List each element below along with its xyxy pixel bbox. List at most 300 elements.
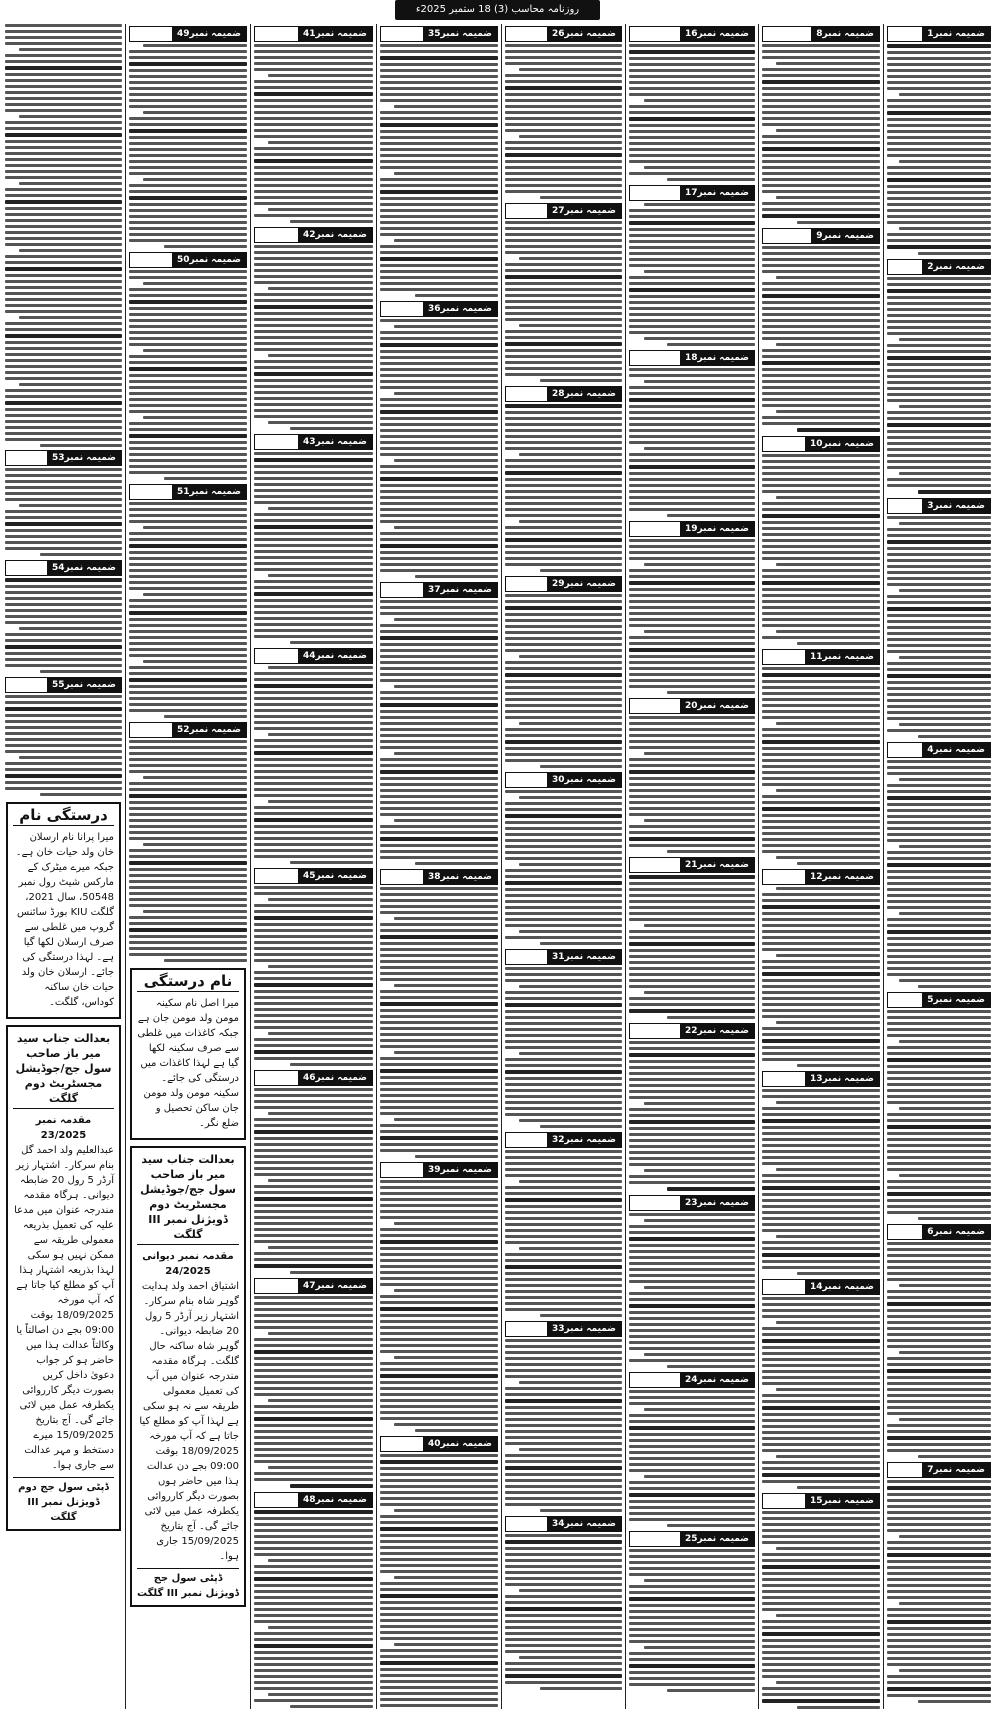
notice-title: بعدالت جناب سید میر باز صاحب سول جج/جوڈیشل مجسٹریٹ دوم گلگت bbox=[13, 1031, 114, 1109]
article-text-line bbox=[887, 1382, 991, 1385]
article-text-line bbox=[268, 1466, 373, 1469]
article-text-line bbox=[629, 1433, 755, 1436]
article-text-line bbox=[762, 1467, 880, 1470]
article-text-line bbox=[129, 62, 247, 66]
article-text-line bbox=[5, 298, 122, 301]
article-text-line bbox=[762, 765, 880, 768]
article-text-line bbox=[5, 389, 122, 392]
article-text-line bbox=[887, 888, 991, 891]
article-text-line bbox=[505, 888, 622, 891]
article-text-line bbox=[505, 1150, 622, 1153]
article-text-line bbox=[380, 825, 498, 828]
article-text-line bbox=[629, 1451, 755, 1454]
article-text-line bbox=[629, 831, 755, 834]
article-text-line bbox=[129, 520, 247, 523]
article-text-line bbox=[629, 1041, 755, 1044]
article-text-line bbox=[290, 1063, 373, 1066]
article-text-line bbox=[254, 202, 373, 205]
article-text-line bbox=[540, 765, 622, 768]
article-text-line bbox=[505, 172, 622, 175]
article-text-line bbox=[887, 1449, 991, 1452]
article-text-line bbox=[776, 954, 880, 957]
article-text-line bbox=[143, 660, 247, 663]
article-text-line bbox=[762, 1046, 880, 1049]
article-text-line bbox=[254, 1197, 373, 1201]
article-text-line bbox=[380, 111, 498, 114]
article-text-line bbox=[505, 1107, 622, 1110]
article-text-line bbox=[887, 595, 991, 598]
article-text-line bbox=[505, 1046, 622, 1049]
article-text-line bbox=[254, 806, 373, 809]
article-text-line bbox=[887, 1675, 991, 1678]
supplement-number: ضمیمہ نمبر30 bbox=[547, 773, 621, 787]
supplement-header bbox=[762, 1279, 880, 1295]
article-text-line bbox=[762, 1699, 880, 1703]
article-text-line bbox=[143, 526, 247, 529]
article-text-line bbox=[887, 1199, 991, 1202]
article-text-line bbox=[762, 398, 880, 401]
article-text-line bbox=[254, 818, 373, 822]
article-text-line bbox=[505, 900, 622, 903]
article-text-line bbox=[5, 701, 122, 704]
article-text-line bbox=[380, 1027, 498, 1030]
article-text-line bbox=[762, 740, 880, 744]
article-text-line bbox=[505, 233, 622, 236]
article-text-line bbox=[887, 1480, 991, 1483]
article-text-line bbox=[629, 1634, 755, 1637]
article-text-line bbox=[505, 269, 622, 272]
article-text-line bbox=[540, 569, 622, 572]
article-text-line bbox=[629, 594, 755, 597]
article-text-line bbox=[644, 630, 755, 633]
article-text-line bbox=[887, 614, 991, 617]
article-text-line bbox=[254, 1460, 373, 1463]
supplement-number: ضمیمہ نمبر40 bbox=[423, 1437, 497, 1451]
article-text-line bbox=[380, 264, 498, 267]
article-text-line bbox=[143, 44, 247, 47]
article-text-line bbox=[667, 1016, 755, 1019]
article-text-line bbox=[380, 1503, 498, 1506]
article-text-line bbox=[254, 1124, 373, 1127]
article-text-line bbox=[380, 1015, 498, 1018]
article-text-line bbox=[629, 1439, 755, 1442]
article-text-line bbox=[629, 1585, 755, 1588]
article-text-line bbox=[254, 1314, 373, 1317]
article-text-line bbox=[887, 81, 991, 84]
article-text-line bbox=[254, 1191, 373, 1194]
article-text-line bbox=[129, 819, 247, 822]
article-text-line bbox=[887, 1400, 991, 1403]
article-text-line bbox=[505, 1064, 622, 1067]
article-text-line bbox=[254, 257, 373, 260]
article-text-line bbox=[254, 1057, 373, 1060]
article-text-line bbox=[380, 447, 498, 450]
article-text-line bbox=[380, 166, 498, 169]
article-text-line bbox=[887, 1266, 991, 1269]
article-text-line bbox=[505, 1198, 622, 1202]
supplement-article bbox=[254, 1278, 373, 1488]
article-text-line bbox=[887, 430, 991, 433]
article-text-line bbox=[505, 1497, 622, 1500]
article-text-line bbox=[629, 1493, 755, 1497]
article-text-line bbox=[762, 147, 880, 151]
article-text-line bbox=[887, 870, 991, 873]
article-text-line bbox=[887, 943, 991, 946]
article-text-line bbox=[505, 643, 622, 646]
supplement-header bbox=[380, 26, 498, 42]
article-text-line bbox=[505, 1571, 622, 1574]
article-text-line bbox=[380, 1094, 498, 1097]
article-text-line bbox=[505, 1168, 622, 1171]
article-text-line bbox=[380, 1277, 498, 1280]
article-text-line bbox=[254, 1296, 373, 1299]
article-text-line bbox=[254, 1669, 373, 1672]
article-text-line bbox=[629, 307, 755, 310]
article-text-line bbox=[254, 794, 373, 797]
article-text-line bbox=[394, 618, 498, 621]
article-text-line bbox=[380, 484, 498, 487]
article-text-line bbox=[505, 728, 622, 731]
supplement-header bbox=[254, 1278, 373, 1294]
article-text-line bbox=[254, 1088, 373, 1091]
article-text-line bbox=[644, 1475, 755, 1478]
supplement-article bbox=[629, 857, 755, 1019]
article-text-line bbox=[5, 353, 122, 356]
article-text-line bbox=[129, 190, 247, 193]
article-text-line bbox=[505, 56, 622, 59]
article-text-line bbox=[254, 1326, 373, 1329]
article-text-line bbox=[254, 849, 373, 852]
article-text-line bbox=[254, 153, 373, 156]
article-text-line bbox=[762, 667, 880, 670]
article-text-line bbox=[762, 1253, 880, 1257]
article-text-line bbox=[629, 1677, 755, 1680]
article-text-line bbox=[254, 923, 373, 926]
article-text-line bbox=[887, 1394, 991, 1397]
article-text-line bbox=[5, 395, 122, 398]
article-text-line bbox=[519, 1247, 622, 1250]
article-text-line bbox=[380, 1704, 498, 1707]
article-text-line bbox=[5, 744, 122, 747]
article-text-line bbox=[380, 1002, 498, 1006]
article-text-line bbox=[505, 1644, 622, 1647]
article-text-line bbox=[505, 1620, 622, 1623]
article-text-line bbox=[380, 789, 498, 792]
article-text-line bbox=[629, 967, 755, 970]
article-text-line bbox=[129, 148, 247, 151]
article-text-line bbox=[129, 581, 247, 584]
article-text-line bbox=[505, 551, 622, 554]
article-text-line bbox=[129, 575, 247, 578]
supplement-article bbox=[762, 26, 880, 224]
supplement-header bbox=[887, 742, 991, 758]
article-text-line bbox=[762, 99, 880, 102]
article-text-line bbox=[254, 1596, 373, 1599]
article-text-line bbox=[380, 1631, 498, 1634]
article-text-line bbox=[505, 821, 622, 824]
article-text-line bbox=[762, 1211, 880, 1214]
column-1 bbox=[885, 24, 993, 1709]
article-text-line bbox=[380, 837, 498, 841]
supplement-number: ضمیمہ نمبر34 bbox=[547, 1517, 621, 1531]
article-text-line bbox=[762, 930, 880, 933]
article-text-line bbox=[887, 1430, 991, 1433]
supplement-article bbox=[762, 869, 880, 1067]
supplement-number: ضمیمہ نمبر53 bbox=[47, 451, 121, 465]
article-text-line bbox=[629, 1072, 755, 1075]
article-text-line bbox=[887, 1547, 991, 1550]
article-text-line bbox=[254, 525, 373, 529]
article-text-line bbox=[629, 423, 755, 426]
article-text-line bbox=[129, 691, 247, 694]
article-text-line bbox=[129, 56, 247, 59]
article-text-line bbox=[254, 1149, 373, 1152]
article-text-line bbox=[762, 1015, 880, 1018]
article-text-line bbox=[268, 898, 373, 901]
article-text-line bbox=[505, 1259, 622, 1262]
supplement-article bbox=[505, 26, 622, 199]
article-text-line bbox=[505, 306, 622, 309]
supplement-article bbox=[887, 26, 991, 255]
article-text-line bbox=[505, 429, 622, 432]
article-text-line bbox=[254, 1143, 373, 1146]
article-text-line bbox=[254, 117, 373, 120]
article-text-line bbox=[629, 276, 755, 279]
article-text-line bbox=[129, 386, 247, 389]
article-text-line bbox=[254, 385, 373, 388]
article-text-line bbox=[540, 196, 622, 199]
article-text-line bbox=[762, 1315, 880, 1318]
article-text-line bbox=[762, 680, 880, 683]
article-text-line bbox=[129, 855, 247, 858]
article-text-line bbox=[776, 1101, 880, 1104]
article-text-line bbox=[380, 1100, 498, 1103]
article-text-line bbox=[887, 289, 991, 293]
article-text-line bbox=[887, 1254, 991, 1257]
article-text-line bbox=[380, 996, 498, 999]
article-text-line bbox=[5, 328, 122, 331]
article-text-line bbox=[887, 528, 991, 531]
article-text-line bbox=[887, 1089, 991, 1092]
article-text-line bbox=[268, 1332, 373, 1335]
article-text-line bbox=[380, 1149, 498, 1152]
article-text-line bbox=[887, 900, 991, 903]
notice-signature: ڈپٹی سول جج دوم ڈویژنل نمبر III گلگت bbox=[13, 1477, 114, 1525]
article-text-line bbox=[19, 48, 122, 51]
article-text-line bbox=[629, 142, 755, 145]
article-text-line bbox=[129, 380, 247, 383]
article-text-line bbox=[5, 140, 122, 143]
article-text-line bbox=[380, 404, 498, 407]
article-text-line bbox=[40, 793, 122, 796]
article-text-line bbox=[629, 783, 755, 786]
article-text-line bbox=[129, 892, 247, 895]
article-text-line bbox=[254, 1100, 373, 1103]
article-text-line bbox=[380, 221, 498, 224]
notice-body: میرا اصل نام سکینہ مومن ولد مومن جان ہے جبکہ کاغذات میں غلطی سے صرف سکینہ لکھا گیا ہے لہذا کاغذات میں درستگی کی جائے۔ سکینہ مومن ولد مومن جان ساکن تحصیل و ضلع نگر۔ bbox=[137, 998, 239, 1129]
supplement-header bbox=[5, 677, 122, 693]
article-text-line bbox=[629, 93, 755, 96]
supplement-number: ضمیمہ نمبر20 bbox=[680, 699, 754, 713]
article-text-line bbox=[505, 918, 622, 921]
article-text-line bbox=[540, 1687, 622, 1690]
article-text-line bbox=[505, 869, 622, 872]
article-text-line bbox=[505, 1442, 622, 1445]
article-text-line bbox=[505, 710, 622, 713]
supplement-number: ضمیمہ نمبر55 bbox=[47, 678, 121, 692]
article-text-line bbox=[629, 1390, 755, 1393]
article-text-line bbox=[762, 270, 880, 273]
article-text-line bbox=[254, 1478, 373, 1481]
article-text-line bbox=[380, 563, 498, 566]
article-text-line bbox=[629, 411, 755, 414]
article-text-line bbox=[129, 831, 247, 834]
article-text-line bbox=[887, 790, 991, 793]
article-text-line bbox=[887, 1211, 991, 1214]
article-text-line bbox=[887, 1272, 991, 1275]
article-text-line bbox=[380, 624, 498, 627]
article-text-line bbox=[380, 319, 498, 322]
article-text-line bbox=[380, 99, 498, 102]
article-text-line bbox=[380, 209, 498, 212]
article-text-line bbox=[629, 508, 755, 511]
article-text-line bbox=[5, 480, 122, 483]
article-text-line bbox=[629, 770, 755, 774]
article-text-line bbox=[505, 484, 622, 487]
article-text-line bbox=[762, 734, 880, 737]
article-text-line bbox=[164, 477, 247, 480]
article-text-line bbox=[5, 486, 122, 489]
supplement-number: ضمیمہ نمبر47 bbox=[298, 1279, 372, 1293]
article-text-line bbox=[540, 1509, 622, 1512]
article-text-line bbox=[505, 802, 622, 805]
article-text-line bbox=[629, 1003, 755, 1006]
article-text-line bbox=[762, 1107, 880, 1110]
article-text-line bbox=[629, 1262, 755, 1265]
article-text-line bbox=[380, 1295, 498, 1298]
article-text-line bbox=[887, 393, 991, 396]
article-text-line bbox=[887, 1248, 991, 1251]
supplement-header bbox=[887, 259, 991, 275]
article-text-line bbox=[887, 1339, 991, 1342]
article-text-line bbox=[505, 833, 622, 836]
article-text-line bbox=[776, 887, 880, 890]
supplement-number: ضمیمہ نمبر11 bbox=[805, 650, 879, 664]
article-text-line bbox=[380, 81, 498, 84]
article-text-line bbox=[505, 373, 622, 376]
article-text-line bbox=[887, 681, 991, 684]
article-text-line bbox=[505, 74, 622, 77]
article-text-line bbox=[644, 99, 755, 102]
article-text-line bbox=[380, 1063, 498, 1066]
article-text-line bbox=[268, 74, 373, 77]
article-text-line bbox=[380, 136, 498, 139]
supplement-article bbox=[505, 1516, 622, 1690]
article-text-line bbox=[380, 1210, 498, 1213]
article-text-line bbox=[887, 296, 991, 299]
article-text-line bbox=[505, 1363, 622, 1366]
supplement-article bbox=[629, 698, 755, 853]
article-text-line bbox=[505, 538, 622, 542]
article-text-line bbox=[887, 1321, 991, 1324]
article-text-line bbox=[629, 973, 755, 976]
supplement-header bbox=[629, 350, 755, 366]
article-text-line bbox=[5, 207, 122, 210]
article-text-line bbox=[129, 105, 247, 108]
article-text-line bbox=[380, 893, 498, 896]
article-text-line bbox=[629, 496, 755, 499]
article-text-line bbox=[776, 1235, 880, 1238]
article-text-line bbox=[629, 1298, 755, 1301]
article-text-line bbox=[629, 1402, 755, 1405]
article-text-line bbox=[380, 251, 498, 254]
article-text-line bbox=[762, 1535, 880, 1538]
article-text-line bbox=[268, 1399, 373, 1402]
article-text-line bbox=[254, 251, 373, 254]
supplement-header bbox=[762, 1071, 880, 1087]
article-text-line bbox=[129, 75, 247, 78]
article-text-line bbox=[505, 827, 622, 830]
article-text-line bbox=[380, 1698, 498, 1701]
supplement-article bbox=[762, 649, 880, 865]
article-text-line bbox=[254, 1442, 373, 1445]
article-text-line bbox=[629, 906, 755, 909]
article-text-line bbox=[918, 1217, 991, 1220]
article-text-line bbox=[887, 118, 991, 121]
article-text-line bbox=[505, 716, 622, 719]
article-text-line bbox=[129, 837, 247, 840]
article-text-line bbox=[380, 538, 498, 541]
article-text-line bbox=[505, 178, 622, 181]
article-text-line bbox=[254, 409, 373, 412]
article-text-line bbox=[629, 1114, 755, 1117]
article-text-line bbox=[762, 514, 880, 518]
article-text-line bbox=[254, 305, 373, 309]
article-text-line bbox=[667, 514, 755, 517]
supplement-number: ضمیمہ نمبر4 bbox=[922, 743, 990, 757]
article-text-line bbox=[629, 1396, 755, 1399]
article-text-line bbox=[505, 563, 622, 566]
article-text-line bbox=[505, 1040, 622, 1043]
article-text-line bbox=[762, 1651, 880, 1654]
article-text-line bbox=[762, 918, 880, 921]
article-text-line bbox=[380, 697, 498, 700]
article-text-line bbox=[629, 465, 755, 469]
article-text-line bbox=[899, 1284, 991, 1287]
article-text-line bbox=[776, 1614, 880, 1617]
article-text-line bbox=[505, 1022, 622, 1025]
supplement-number: ضمیمہ نمبر9 bbox=[811, 229, 879, 243]
article-text-line bbox=[254, 483, 373, 486]
supplement-article bbox=[129, 26, 247, 248]
article-text-line bbox=[254, 1638, 373, 1641]
article-text-line bbox=[380, 1350, 498, 1353]
article-text-line bbox=[629, 1683, 755, 1686]
article-text-line bbox=[887, 1578, 991, 1581]
article-text-line bbox=[394, 819, 498, 822]
article-text-line bbox=[887, 1242, 991, 1245]
article-text-line bbox=[762, 307, 880, 310]
article-text-line bbox=[129, 672, 247, 675]
supplement-article bbox=[629, 1195, 755, 1368]
article-text-line bbox=[887, 1010, 991, 1013]
article-text-line bbox=[887, 1517, 991, 1520]
article-text-line bbox=[129, 764, 247, 767]
article-text-line bbox=[629, 1256, 755, 1259]
article-text-line bbox=[505, 1454, 622, 1457]
article-text-line bbox=[254, 489, 373, 492]
article-text-line bbox=[887, 124, 991, 127]
